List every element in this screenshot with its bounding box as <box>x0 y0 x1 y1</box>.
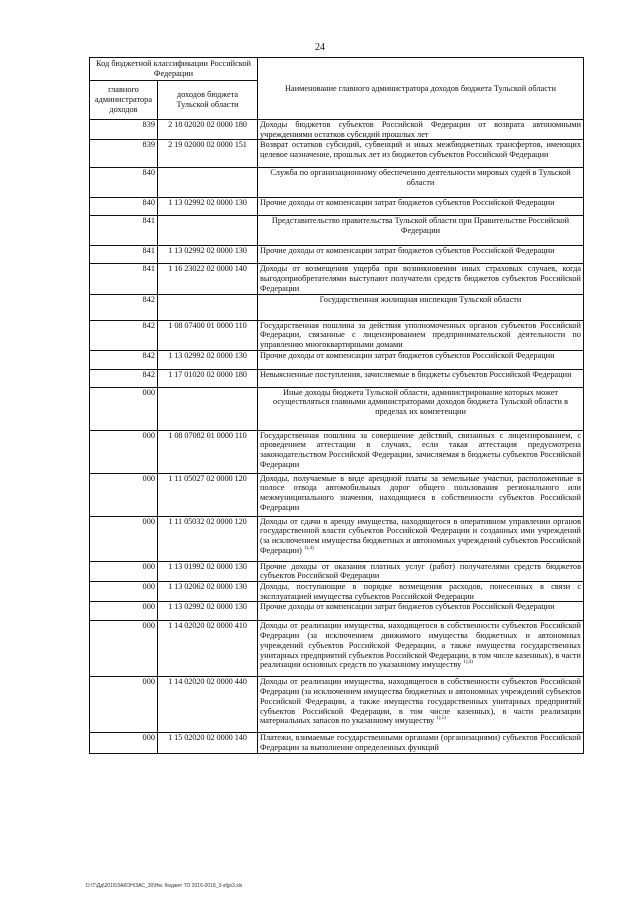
income-name-cell <box>258 264 584 294</box>
income-name-text: Доходы от возмещения ущерба при возникновении иных страховых случаев, когда выгодоприобретателями выступают получатели средств бюджетов субъектов Российской Федерации <box>260 264 581 293</box>
income-code-cell: 1 13 02992 02 0000 130 <box>158 246 258 264</box>
income-name-cell <box>258 320 584 350</box>
admin-code-cell: 000 <box>90 582 158 602</box>
header-income-col: доходов бюджета Тульской области <box>158 81 258 120</box>
section-title: Служба по организационному обеспечению деятельности мировых судей в Тульской области <box>270 168 571 188</box>
income-code-cell: 1 17 01020 02 0000 180 <box>158 369 258 387</box>
admin-code-cell: 000 <box>90 430 158 473</box>
income-name-text: Прочие доходы от компенсации затрат бюджетов субъектов Российской Федерации <box>260 198 555 208</box>
section-row <box>90 216 584 246</box>
income-code-cell: 1 13 02992 02 0000 130 <box>158 350 258 369</box>
table-row <box>90 369 584 387</box>
income-name-cell <box>258 516 584 561</box>
income-name-cell <box>258 473 584 516</box>
income-code-cell: 1 11 05032 02 0000 120 <box>158 516 258 561</box>
income-code-cell: 1 08 07082 01 0000 110 <box>158 430 258 473</box>
table-row <box>90 120 584 140</box>
footnote-marker: 1),5) <box>436 716 446 722</box>
section-title-cell <box>258 387 584 430</box>
budget-revenue-table <box>89 57 584 754</box>
income-name-text: Доходы, поступающие в порядке возмещения расходов, понесенных в связи с эксплуатацией имущества субъектов Российской Федерации <box>260 582 581 601</box>
table-row <box>90 198 584 216</box>
section-title: Государственная жилищная инспекция Тульской области <box>319 294 522 304</box>
header-admin-col: главного администратора доходов <box>90 81 158 120</box>
admin-code-cell: 839 <box>90 120 158 140</box>
header-name-col: Наименование главного администратора доходов бюджета Тульской области <box>258 58 584 120</box>
admin-code-cell: 840 <box>90 198 158 216</box>
income-name-cell <box>258 350 584 369</box>
table-row <box>90 473 584 516</box>
income-name-text: Доходы от реализации имущества, находящегося в собственности субъектов Российской Федерации (за исключением движимого имущества бюджетных и автономных учреждений субъектов Российской Федерации, а также имущества государственных унитарных предприятий субъектов Российской Федерации, в том числе казенных), в части реализации основных средств по указанному имуществу <box>260 621 581 670</box>
income-name-text: Прочие доходы от компенсации затрат бюджетов субъектов Российской Федерации <box>260 350 555 360</box>
income-name-text: Прочие доходы от компенсации затрат бюджетов субъектов Российской Федерации <box>260 602 555 612</box>
page-number: 24 <box>315 42 325 53</box>
admin-code-cell: 842 <box>90 350 158 369</box>
income-code-cell: 1 13 02992 02 0000 130 <box>158 602 258 621</box>
income-name-cell <box>258 677 584 733</box>
table-row <box>90 561 584 581</box>
income-code-cell: 1 14 02020 02 0000 440 <box>158 677 258 733</box>
admin-code-cell: 842 <box>90 294 158 320</box>
income-name-text: Доходы от сдачи в аренду имущества, находящегося в оперативном управлении органов государственной власти субъектов Российской Федерации и созданных ими учреждений (за исключением имущества бюджетных и автономных учреждений субъектов Российской Федерации) <box>260 516 581 555</box>
section-title: Иные доходы бюджета Тульской области, администрирование которых может осуществляться главными администраторами доходов бюджета Тульской области в пределах их компетенции <box>273 387 568 417</box>
section-title-cell <box>258 168 584 198</box>
table-row <box>90 621 584 677</box>
income-name-text: Прочие доходы от компенсации затрат бюджетов субъектов Российской Федерации <box>260 246 555 256</box>
admin-code-cell: 842 <box>90 369 158 387</box>
income-name-text: Прочие доходы от оказания платных услуг (работ) получателями средств бюджетов субъектов Российской Федерации <box>260 561 581 581</box>
income-code-cell: 1 14 02020 02 0000 410 <box>158 621 258 677</box>
income-name-cell <box>258 246 584 264</box>
table-row <box>90 140 584 168</box>
income-code-cell: 1 15 02020 02 0000 140 <box>158 733 258 753</box>
income-name-text: Доходы бюджетов субъектов Российской Федерации от возврата автономными учреждениями остатков субсидий прошлых лет <box>260 120 581 139</box>
empty-code-cell <box>158 387 258 430</box>
income-name-cell <box>258 120 584 140</box>
table-row <box>90 246 584 264</box>
admin-code-cell: 840 <box>90 168 158 198</box>
section-row <box>90 294 584 320</box>
income-code-cell: 1 13 02062 02 0000 130 <box>158 582 258 602</box>
table-row <box>90 264 584 294</box>
income-name-text: Доходы, получаемые в виде арендной платы за земельные участки, расположенные в полосе отвода автомобильных дорог общего пользования регионального или межмуниципального значения, находящиеся в собственности субъектов Российской Федерации <box>260 473 581 512</box>
income-name-cell <box>258 369 584 387</box>
footnote-marker: 1),4) <box>463 660 473 666</box>
admin-code-cell: 000 <box>90 387 158 430</box>
section-title: Представительство правительства Тульской области при Правительстве Российской Федерации <box>271 216 570 236</box>
income-name-cell <box>258 602 584 621</box>
table-row <box>90 733 584 753</box>
table-row <box>90 516 584 561</box>
income-code-cell: 2 19 02000 02 0000 151 <box>158 140 258 168</box>
admin-code-cell: 000 <box>90 561 158 581</box>
income-code-cell: 2 18 02020 02 0000 180 <box>158 120 258 140</box>
table-row <box>90 430 584 473</box>
table-row <box>90 350 584 369</box>
section-title-cell <box>258 294 584 320</box>
income-code-cell: 1 13 02992 02 0000 130 <box>158 198 258 216</box>
income-name-text: Платежи, взимаемые государственными органами (организациями) субъектов Российской Федерации за выполнение определенных функций <box>260 733 581 753</box>
table-header-row <box>90 58 584 81</box>
income-name-text: Невыясненные поступления, зачисляемые в бюджеты субъектов Российской Федерации <box>260 369 572 379</box>
income-code-cell: 1 13 01992 02 0000 130 <box>158 561 258 581</box>
income-name-cell <box>258 733 584 753</box>
income-name-text: Доходы от реализации имущества, находящегося в собственности субъектов Российской Федерации (за исключением имущества бюджетных и автономных учреждений субъектов Российской Федерации, а также имущества государственных унитарных предприятий субъектов Российской Федерации, в том числе казенных), в части реализации материальных запасов по указанному имуществу <box>260 677 581 726</box>
admin-code-cell: 000 <box>90 621 158 677</box>
admin-code-cell: 841 <box>90 216 158 246</box>
table-row <box>90 602 584 621</box>
admin-code-cell: 000 <box>90 602 158 621</box>
income-name-cell <box>258 621 584 677</box>
section-row <box>90 387 584 430</box>
admin-code-cell: 841 <box>90 264 158 294</box>
empty-code-cell <box>158 216 258 246</box>
admin-code-cell: 000 <box>90 677 158 733</box>
table-row <box>90 677 584 733</box>
income-name-cell <box>258 198 584 216</box>
income-code-cell: 1 11 05027 02 0000 120 <box>158 473 258 516</box>
admin-code-cell: 841 <box>90 246 158 264</box>
income-name-cell <box>258 140 584 168</box>
table-row <box>90 320 584 350</box>
income-code-cell: 1 16 23022 02 0000 140 <box>158 264 258 294</box>
header-code-group: Код бюджетной классификации Российской Федерации <box>90 58 258 81</box>
income-code-cell: 1 08 07400 01 0000 110 <box>158 320 258 350</box>
empty-code-cell <box>158 294 258 320</box>
admin-code-cell: 842 <box>90 320 158 350</box>
income-name-cell <box>258 561 584 581</box>
income-name-text: Государственная пошлина за совершение действий, связанных с лицензированием, с проведением аттестации в случаях, если такая аттестация предусмотрена законодательством Российской Федерации, зачисляемая в бюджеты субъектов Российской Федерации <box>260 430 581 469</box>
table-row <box>90 582 584 602</box>
income-name-text: Возврат остатков субсидий, субвенций и иных межбюджетных трансфертов, имеющих целевое назначение, прошлых лет из бюджетов субъектов Российской Федерации <box>260 140 581 160</box>
admin-code-cell: 839 <box>90 140 158 168</box>
income-name-cell <box>258 430 584 473</box>
empty-code-cell <box>158 168 258 198</box>
footer-file-path: D:\Т\Дд\2016\ЗАКОН\ЗАС_30\Нм. бюджет ТО 2016-2018_3-sfgx3.xls <box>86 883 243 889</box>
admin-code-cell: 000 <box>90 473 158 516</box>
section-title-cell <box>258 216 584 246</box>
section-row <box>90 168 584 198</box>
income-name-cell <box>258 582 584 602</box>
footnote-marker: 1),4) <box>304 545 314 551</box>
income-name-text: Государственная пошлина за действия уполномоченных органов субъектов Российской Федерации, связанные с лицензированием предпринимательской деятельности по управлению многоквартирными домами <box>260 320 581 349</box>
table-body <box>90 120 584 754</box>
admin-code-cell: 000 <box>90 733 158 753</box>
admin-code-cell: 000 <box>90 516 158 561</box>
